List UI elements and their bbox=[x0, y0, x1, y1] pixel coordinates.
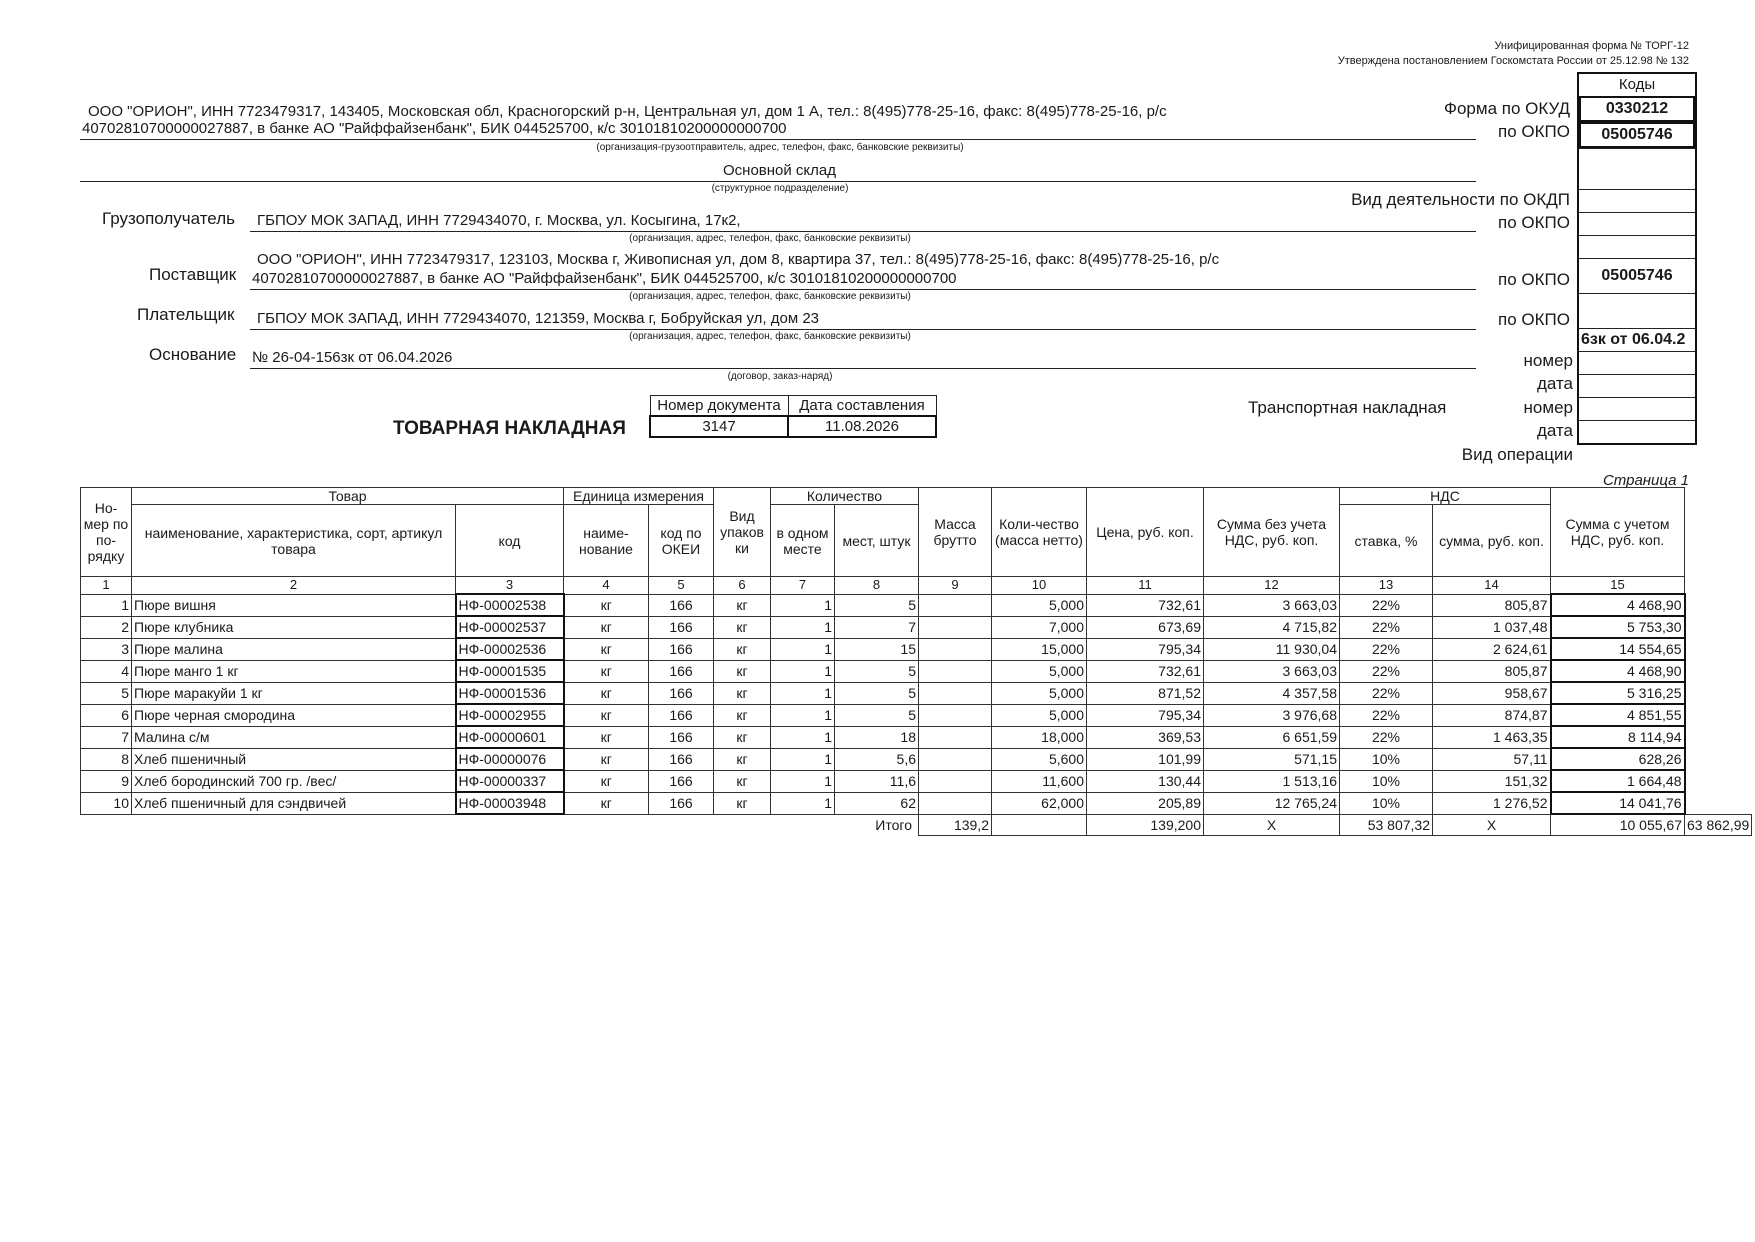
pack-type: кг bbox=[714, 748, 771, 770]
price: 205,89 bbox=[1087, 792, 1204, 814]
item-name: Пюре клубника bbox=[132, 616, 456, 638]
price: 732,61 bbox=[1087, 660, 1204, 682]
header-row-number: Но-мер по по-рядку bbox=[81, 488, 132, 577]
pack-type: кг bbox=[714, 638, 771, 660]
unit-name: кг bbox=[564, 748, 649, 770]
division-underline bbox=[80, 181, 1476, 182]
unit-name: кг bbox=[564, 594, 649, 616]
basis-underline bbox=[250, 368, 1476, 369]
codes-title: Коды bbox=[1618, 76, 1656, 93]
table-row bbox=[81, 682, 1752, 704]
vat-rate: 22% bbox=[1340, 726, 1433, 748]
item-code: НФ-00000601 bbox=[456, 726, 564, 748]
qty-places: 5 bbox=[835, 704, 919, 726]
doc-number-header: Номер документа bbox=[650, 396, 788, 417]
price: 795,34 bbox=[1087, 704, 1204, 726]
gross-weight bbox=[919, 704, 992, 726]
sum-with-vat: 4 468,90 bbox=[1551, 594, 1685, 616]
okpo-payer-value bbox=[1579, 293, 1695, 328]
codes-blank-2 bbox=[1579, 235, 1695, 258]
tn-number-value bbox=[1579, 374, 1695, 397]
consignee-value: ГБПОУ МОК ЗАПАД, ИНН 7729434070, г. Москва, ул. Косыгина, 17к2, bbox=[257, 212, 741, 229]
vat-sum: 874,87 bbox=[1433, 704, 1551, 726]
vat-rate: 10% bbox=[1340, 748, 1433, 770]
net-qty: 62,000 bbox=[992, 792, 1087, 814]
net-qty: 18,000 bbox=[992, 726, 1087, 748]
header-okei: код по ОКЕИ bbox=[649, 505, 714, 577]
row-number: 1 bbox=[81, 594, 132, 616]
item-name: Пюре малина bbox=[132, 638, 456, 660]
gross-weight bbox=[919, 682, 992, 704]
column-number: 4 bbox=[564, 577, 649, 595]
net-qty: 5,000 bbox=[992, 682, 1087, 704]
pack-type: кг bbox=[714, 682, 771, 704]
table-row bbox=[81, 594, 1752, 616]
basis-label: Основание bbox=[149, 345, 237, 364]
tn-date-label: дата bbox=[1536, 421, 1573, 440]
page-label: Страница 1 bbox=[1602, 472, 1689, 489]
price: 795,34 bbox=[1087, 638, 1204, 660]
okei-code: 166 bbox=[649, 638, 714, 660]
total-places: 139,2 bbox=[919, 814, 992, 836]
vat-rate: 22% bbox=[1340, 616, 1433, 638]
okei-code: 166 bbox=[649, 792, 714, 814]
shipper-line1: ООО "ОРИОН", ИНН 7723479317, 143405, Московская обл, Красногорский р-н, Центральная ул, дом 1 А, тел.: 8(495)778-25-16, факс: 8(495)778-25-16, р/с bbox=[88, 103, 1167, 120]
net-qty: 15,000 bbox=[992, 638, 1087, 660]
column-number: 9 bbox=[919, 577, 992, 595]
column-number: 15 bbox=[1551, 577, 1685, 595]
row-number: 6 bbox=[81, 704, 132, 726]
payer-caption: (организация, адрес, телефон, факс, банковские реквизиты) bbox=[629, 331, 911, 342]
okpo-label-consignee: по ОКПО bbox=[1498, 213, 1570, 232]
consignee-caption: (организация, адрес, телефон, факс, банковские реквизиты) bbox=[629, 233, 911, 244]
pack-type: кг bbox=[714, 616, 771, 638]
unit-name: кг bbox=[564, 792, 649, 814]
column-number: 2 bbox=[132, 577, 456, 595]
transport-waybill-label: Транспортная накладная bbox=[1248, 398, 1447, 417]
gross-weight bbox=[919, 616, 992, 638]
net-qty: 5,000 bbox=[992, 704, 1087, 726]
pack-type: кг bbox=[714, 792, 771, 814]
header-sum-without-vat: Сумма без учета НДС, руб. коп. bbox=[1204, 488, 1340, 577]
header-price: Цена, руб. коп. bbox=[1087, 488, 1204, 577]
okei-code: 166 bbox=[649, 660, 714, 682]
okei-code: 166 bbox=[649, 682, 714, 704]
column-number: 12 bbox=[1204, 577, 1340, 595]
column-number: 7 bbox=[771, 577, 835, 595]
column-number: 5 bbox=[649, 577, 714, 595]
header-unit-name: наиме-нование bbox=[564, 505, 649, 577]
sum-with-vat: 4 468,90 bbox=[1551, 660, 1685, 682]
table-row bbox=[81, 616, 1752, 638]
header-code: код bbox=[456, 505, 564, 577]
sum-with-vat: 628,26 bbox=[1551, 748, 1685, 770]
row-number: 7 bbox=[81, 726, 132, 748]
column-number: 8 bbox=[835, 577, 919, 595]
vat-rate: 22% bbox=[1340, 594, 1433, 616]
form-header-line1: Унифицированная форма № ТОРГ-12 bbox=[1494, 40, 1689, 52]
okpo-consignee-value bbox=[1579, 212, 1695, 235]
basis-value: № 26-04-156зк от 06.04.2026 bbox=[252, 349, 453, 366]
item-name: Хлеб пшеничный для сэндвичей bbox=[132, 792, 456, 814]
vat-rate: 22% bbox=[1340, 704, 1433, 726]
qty-places: 11,6 bbox=[835, 770, 919, 792]
qty-in-place: 1 bbox=[771, 682, 835, 704]
vat-sum: 1 463,35 bbox=[1433, 726, 1551, 748]
sum-with-vat: 1 664,48 bbox=[1551, 770, 1685, 792]
price: 130,44 bbox=[1087, 770, 1204, 792]
vat-sum: 805,87 bbox=[1433, 660, 1551, 682]
shipper-caption: (организация-грузоотправитель, адрес, телефон, факс, банковские реквизиты) bbox=[596, 142, 964, 153]
form-header-line2: Утверждена постановлением Госкомстата России от 25.12.98 № 132 bbox=[1337, 55, 1689, 67]
vat-sum: 2 624,61 bbox=[1433, 638, 1551, 660]
doc-date-header: Дата составления bbox=[788, 396, 936, 417]
sum-without-vat: 571,15 bbox=[1204, 748, 1340, 770]
gross-weight bbox=[919, 748, 992, 770]
item-code: НФ-00001535 bbox=[456, 660, 564, 682]
total-row bbox=[81, 814, 1752, 836]
total-net: 139,200 bbox=[1087, 814, 1204, 836]
basis-number-value: 6зк от 06.04.2 bbox=[1579, 328, 1695, 351]
supplier-caption: (организация, адрес, телефон, факс, банковские реквизиты) bbox=[629, 291, 911, 302]
payer-label: Плательщик bbox=[137, 305, 235, 324]
vat-sum: 151,32 bbox=[1433, 770, 1551, 792]
unit-name: кг bbox=[564, 682, 649, 704]
unit-name: кг bbox=[564, 660, 649, 682]
price: 871,52 bbox=[1087, 682, 1204, 704]
sum-without-vat: 3 663,03 bbox=[1204, 660, 1340, 682]
total-vat-sum: 10 055,67 bbox=[1551, 814, 1685, 836]
sum-with-vat: 14 041,76 bbox=[1551, 792, 1685, 814]
basis-number-label: номер bbox=[1523, 351, 1573, 370]
qty-places: 18 bbox=[835, 726, 919, 748]
pack-type: кг bbox=[714, 594, 771, 616]
division-caption: (структурное подразделение) bbox=[711, 183, 849, 194]
okdp-value bbox=[1579, 189, 1695, 212]
row-number: 9 bbox=[81, 770, 132, 792]
column-number: 11 bbox=[1087, 577, 1204, 595]
consignee-underline bbox=[250, 231, 1476, 232]
item-name: Пюре маракуйи 1 кг bbox=[132, 682, 456, 704]
table-row bbox=[81, 704, 1752, 726]
supplier-label: Поставщик bbox=[149, 265, 237, 284]
doc-number-value: 3147 bbox=[650, 416, 788, 437]
item-name: Пюре вишня bbox=[132, 594, 456, 616]
sum-with-vat: 5 316,25 bbox=[1551, 682, 1685, 704]
item-code: НФ-00002537 bbox=[456, 616, 564, 638]
qty-in-place: 1 bbox=[771, 770, 835, 792]
item-code: НФ-00002536 bbox=[456, 638, 564, 660]
okei-code: 166 bbox=[649, 748, 714, 770]
unit-name: кг bbox=[564, 616, 649, 638]
total-price: Х bbox=[1204, 814, 1340, 836]
pack-type: кг bbox=[714, 726, 771, 748]
goods-table bbox=[80, 487, 1752, 836]
okpo-label-shipper: по ОКПО bbox=[1498, 122, 1570, 141]
sum-without-vat: 4 715,82 bbox=[1204, 616, 1340, 638]
shipper-line2: 40702810700000027887, в банке АО "Райффайзенбанк", БИК 044525700, к/с 30101810200000000700 bbox=[82, 120, 787, 137]
sum-without-vat: 1 513,16 bbox=[1204, 770, 1340, 792]
header-gross: Масса брутто bbox=[919, 488, 992, 577]
net-qty: 5,600 bbox=[992, 748, 1087, 770]
okpo-shipper-value: 05005746 bbox=[1579, 122, 1695, 148]
qty-places: 62 bbox=[835, 792, 919, 814]
item-code: НФ-00000337 bbox=[456, 770, 564, 792]
unit-name: кг bbox=[564, 704, 649, 726]
header-unit: Единица измерения bbox=[564, 488, 714, 505]
header-sum-with-vat: Сумма с учетом НДС, руб. коп. bbox=[1551, 488, 1685, 577]
codes-box bbox=[1577, 72, 1697, 445]
vat-sum: 958,67 bbox=[1433, 682, 1551, 704]
header-name: наименование, характеристика, сорт, артикул товара bbox=[132, 505, 456, 577]
net-qty: 11,600 bbox=[992, 770, 1087, 792]
vat-sum: 805,87 bbox=[1433, 594, 1551, 616]
vat-sum: 1 276,52 bbox=[1433, 792, 1551, 814]
column-number: 1 bbox=[81, 577, 132, 595]
codes-blank-1 bbox=[1579, 148, 1695, 189]
consignee-label: Грузополучатель bbox=[102, 209, 235, 228]
qty-in-place: 1 bbox=[771, 638, 835, 660]
shipper-underline bbox=[80, 139, 1476, 140]
row-number: 4 bbox=[81, 660, 132, 682]
qty-places: 5 bbox=[835, 660, 919, 682]
header-net: Коли-чество (масса нетто) bbox=[992, 488, 1087, 577]
table-row bbox=[81, 638, 1752, 660]
header-quantity: Количество bbox=[771, 488, 919, 505]
gross-weight bbox=[919, 726, 992, 748]
doc-date-value: 11.08.2026 bbox=[788, 416, 936, 437]
sum-without-vat: 3 976,68 bbox=[1204, 704, 1340, 726]
table-row bbox=[81, 660, 1752, 682]
qty-in-place: 1 bbox=[771, 616, 835, 638]
qty-in-place: 1 bbox=[771, 726, 835, 748]
item-name: Малина с/м bbox=[132, 726, 456, 748]
qty-places: 7 bbox=[835, 616, 919, 638]
row-number: 2 bbox=[81, 616, 132, 638]
header-pack-type: Вид упаков ки bbox=[714, 488, 771, 577]
gross-weight bbox=[919, 594, 992, 616]
sum-without-vat: 3 663,03 bbox=[1204, 594, 1340, 616]
qty-in-place: 1 bbox=[771, 594, 835, 616]
gross-weight bbox=[919, 792, 992, 814]
price: 101,99 bbox=[1087, 748, 1204, 770]
sum-without-vat: 4 357,58 bbox=[1204, 682, 1340, 704]
qty-places: 5 bbox=[835, 594, 919, 616]
okpo-label-supplier: по ОКПО bbox=[1498, 270, 1570, 289]
header-in-one-place: в одном месте bbox=[771, 505, 835, 577]
sum-with-vat: 5 753,30 bbox=[1551, 616, 1685, 638]
sum-without-vat: 6 651,59 bbox=[1204, 726, 1340, 748]
tn-date-value bbox=[1579, 397, 1695, 420]
price: 369,53 bbox=[1087, 726, 1204, 748]
sum-with-vat: 4 851,55 bbox=[1551, 704, 1685, 726]
row-number: 3 bbox=[81, 638, 132, 660]
total-vat-rate: Х bbox=[1433, 814, 1551, 836]
okei-code: 166 bbox=[649, 726, 714, 748]
header-goods: Товар bbox=[132, 488, 564, 505]
column-number: 14 bbox=[1433, 577, 1551, 595]
pack-type: кг bbox=[714, 770, 771, 792]
okpo-label-payer: по ОКПО bbox=[1498, 310, 1570, 329]
gross-weight bbox=[919, 770, 992, 792]
okpo-supplier-value: 05005746 bbox=[1579, 258, 1695, 293]
sum-with-vat: 14 554,65 bbox=[1551, 638, 1685, 660]
total-sum-without-vat: 53 807,32 bbox=[1340, 814, 1433, 836]
pack-type: кг bbox=[714, 704, 771, 726]
document-number-table bbox=[649, 395, 937, 438]
item-name: Пюре манго 1 кг bbox=[132, 660, 456, 682]
vat-rate: 10% bbox=[1340, 792, 1433, 814]
supplier-line2: 40702810700000027887, в банке АО "Райффайзенбанк", БИК 044525700, к/с 30101810200000000700 bbox=[252, 270, 957, 287]
item-code: НФ-00000076 bbox=[456, 748, 564, 770]
gross-weight bbox=[919, 638, 992, 660]
column-numbers-row bbox=[81, 577, 1752, 595]
sum-without-vat: 11 930,04 bbox=[1204, 638, 1340, 660]
unit-name: кг bbox=[564, 726, 649, 748]
price: 673,69 bbox=[1087, 616, 1204, 638]
okdp-label: Вид деятельности по ОКДП bbox=[1351, 190, 1570, 209]
column-number: 10 bbox=[992, 577, 1087, 595]
okud-label: Форма по ОКУД bbox=[1444, 99, 1570, 118]
qty-in-place: 1 bbox=[771, 748, 835, 770]
gross-weight bbox=[919, 660, 992, 682]
supplier-underline bbox=[250, 289, 1476, 290]
vat-sum: 1 037,48 bbox=[1433, 616, 1551, 638]
column-number: 13 bbox=[1340, 577, 1433, 595]
vat-rate: 22% bbox=[1340, 660, 1433, 682]
header-vat-rate: ставка, % bbox=[1340, 505, 1433, 577]
row-number: 5 bbox=[81, 682, 132, 704]
tn-number-label: номер bbox=[1523, 398, 1573, 417]
table-row bbox=[81, 726, 1752, 748]
net-qty: 5,000 bbox=[992, 594, 1087, 616]
payer-value: ГБПОУ МОК ЗАПАД, ИНН 7729434070, 121359, Москва г, Бобруйская ул, дом 23 bbox=[257, 310, 820, 327]
qty-in-place: 1 bbox=[771, 660, 835, 682]
okei-code: 166 bbox=[649, 616, 714, 638]
qty-places: 5,6 bbox=[835, 748, 919, 770]
table-row bbox=[81, 770, 1752, 792]
sum-with-vat: 8 114,94 bbox=[1551, 726, 1685, 748]
pack-type: кг bbox=[714, 660, 771, 682]
price: 732,61 bbox=[1087, 594, 1204, 616]
unit-name: кг bbox=[564, 770, 649, 792]
okei-code: 166 bbox=[649, 770, 714, 792]
basis-date-label: дата bbox=[1536, 374, 1573, 393]
table-row bbox=[81, 748, 1752, 770]
basis-date-value bbox=[1579, 351, 1695, 374]
vat-rate: 22% bbox=[1340, 682, 1433, 704]
okei-code: 166 bbox=[649, 594, 714, 616]
header-vat-sum: сумма, руб. коп. bbox=[1433, 505, 1551, 577]
vat-rate: 10% bbox=[1340, 770, 1433, 792]
qty-in-place: 1 bbox=[771, 704, 835, 726]
document-title: ТОВАРНАЯ НАКЛАДНАЯ bbox=[393, 418, 626, 439]
item-code: НФ-00003948 bbox=[456, 792, 564, 814]
operation-type-label: Вид операции bbox=[1461, 445, 1573, 464]
net-qty: 7,000 bbox=[992, 616, 1087, 638]
column-number: 6 bbox=[714, 577, 771, 595]
qty-in-place: 1 bbox=[771, 792, 835, 814]
okei-code: 166 bbox=[649, 704, 714, 726]
header-vat: НДС bbox=[1340, 488, 1551, 505]
okud-value: 0330212 bbox=[1579, 96, 1695, 122]
item-name: Хлеб пшеничный bbox=[132, 748, 456, 770]
total-sum-with-vat: 63 862,99 bbox=[1685, 814, 1752, 836]
item-name: Пюре черная смородина bbox=[132, 704, 456, 726]
qty-places: 15 bbox=[835, 638, 919, 660]
operation-type-value bbox=[1579, 420, 1695, 443]
item-code: НФ-00002538 bbox=[456, 594, 564, 616]
net-qty: 5,000 bbox=[992, 660, 1087, 682]
qty-places: 5 bbox=[835, 682, 919, 704]
unit-name: кг bbox=[564, 638, 649, 660]
basis-caption: (договор, заказ-наряд) bbox=[727, 371, 833, 382]
vat-rate: 22% bbox=[1340, 638, 1433, 660]
item-code: НФ-00002955 bbox=[456, 704, 564, 726]
item-name: Хлеб бородинский 700 гр. /вес/ bbox=[132, 770, 456, 792]
supplier-line1: ООО "ОРИОН", ИНН 7723479317, 123103, Москва г, Живописная ул, дом 8, квартира 37, тел.: 8(495)778-25-16, факс: 8(495)778-25-16, р/с bbox=[257, 251, 1220, 268]
sum-without-vat: 12 765,24 bbox=[1204, 792, 1340, 814]
row-number: 10 bbox=[81, 792, 132, 814]
row-number: 8 bbox=[81, 748, 132, 770]
total-gross bbox=[992, 814, 1087, 836]
vat-sum: 57,11 bbox=[1433, 748, 1551, 770]
division-value: Основной склад bbox=[723, 162, 837, 179]
item-code: НФ-00001536 bbox=[456, 682, 564, 704]
total-label: Итого bbox=[875, 817, 912, 834]
column-number: 3 bbox=[456, 577, 564, 595]
payer-underline bbox=[250, 329, 1476, 330]
header-places: мест, штук bbox=[835, 505, 919, 577]
table-row bbox=[81, 792, 1752, 814]
